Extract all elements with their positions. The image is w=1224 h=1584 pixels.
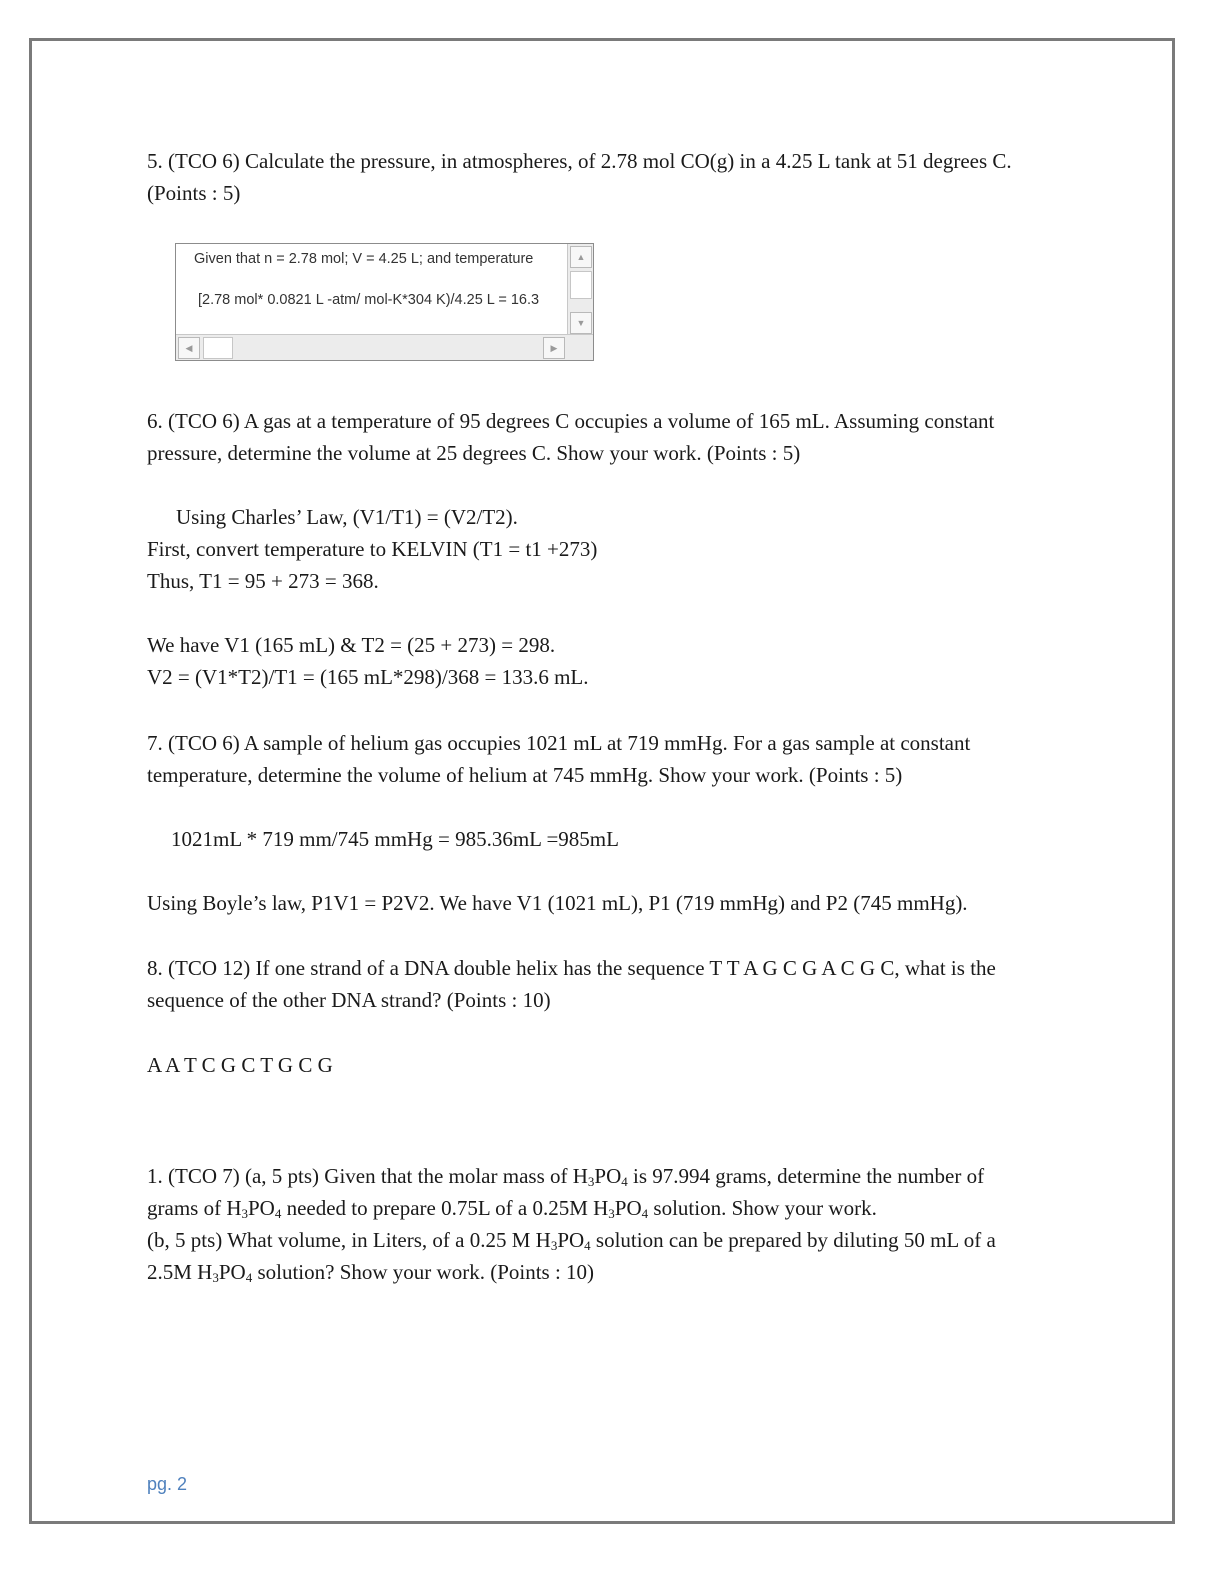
answer-textbox-line-1: Given that n = 2.78 mol; V = 4.25 L; and temperature <box>194 251 534 267</box>
question-6-line-2: pressure, determine the volume at 25 degrees C. Show your work. (Points : 5) <box>147 441 801 465</box>
question-7 <box>147 727 970 791</box>
answer-textbox[interactable] <box>175 243 594 361</box>
scroll-left-icon[interactable]: ◀ <box>178 337 200 359</box>
question-1 <box>147 1160 996 1288</box>
scroll-right-icon[interactable]: ▶ <box>543 337 565 359</box>
answer-textbox-line-2: [2.78 mol* 0.0821 L -atm/ mol-K*304 K)/4.25 L = 16.3 <box>198 292 540 308</box>
answer-8: A A T C G C T G C G <box>147 1053 333 1077</box>
horizontal-scrollbar[interactable] <box>176 334 593 360</box>
answer-6-line-3: Thus, T1 = 95 + 273 = 368. <box>147 569 379 593</box>
scroll-up-icon[interactable]: ▲ <box>570 246 592 268</box>
vertical-scroll-thumb[interactable] <box>570 271 592 299</box>
question-5 <box>147 145 1012 209</box>
question-8 <box>147 952 996 1016</box>
page-number: pg. 2 <box>147 1474 188 1494</box>
scroll-down-icon[interactable]: ▼ <box>570 312 592 334</box>
question-6-line-1: 6. (TCO 6) A gas at a temperature of 95 degrees C occupies a volume of 165 mL. Assuming constant <box>147 409 995 433</box>
answer-6-continued <box>147 629 588 693</box>
question-8-line-2: sequence of the other DNA strand? (Points : 10) <box>147 988 551 1012</box>
question-6 <box>147 405 994 469</box>
horizontal-scroll-thumb[interactable] <box>203 337 233 359</box>
question-5-line-1: 5. (TCO 6) Calculate the pressure, in atmospheres, of 2.78 mol CO(g) in a 4.25 L tank at 51 degrees C. <box>147 149 1012 173</box>
question-7-line-2: temperature, determine the volume of helium at 745 mmHg. Show your work. (Points : 5) <box>147 763 903 787</box>
answer-6-line-5: V2 = (V1*T2)/T1 = (165 mL*298)/368 = 133.6 mL. <box>147 665 589 689</box>
answer-6-line-4: We have V1 (165 mL) & T2 = (25 + 273) = 298. <box>147 633 556 657</box>
answer-7-explanation: Using Boyle’s law, P1V1 = P2V2. We have V1 (1021 mL), P1 (719 mmHg) and P2 (745 mmHg). <box>147 891 968 915</box>
answer-6-line-1: Using Charles’ Law, (V1/T1) = (V2/T2). <box>176 505 518 529</box>
question-8-line-1: 8. (TCO 12) If one strand of a DNA double helix has the sequence T T A G C G A C G C, what is the <box>147 956 996 980</box>
vertical-scrollbar[interactable] <box>567 244 593 336</box>
question-7-line-1: 7. (TCO 6) A sample of helium gas occupies 1021 mL at 719 mmHg. For a gas sample at constant <box>147 731 971 755</box>
answer-textbox-content[interactable] <box>176 244 564 334</box>
question-5-line-2: (Points : 5) <box>147 181 241 205</box>
question-1-line-1: 1. (TCO 7) (a, 5 pts) Given that the molar mass of $H_3PO_4$ is 97.994 grams, determine the number of <box>147 1164 985 1189</box>
answer-6-line-2: First, convert temperature to KELVIN (T1 = t1 +273) <box>147 537 598 561</box>
question-1-line-4: 2.5M $H_3PO_4$ solution? Show your work. (Points : 10) <box>147 1260 595 1285</box>
answer-7: 1021mL * 719 mm/745 mmHg = 985.36mL =985mL <box>171 827 619 851</box>
answer-6 <box>147 501 597 597</box>
question-1-line-3: (b, 5 pts) What volume, in Liters, of a 0.25 M $H_3PO_4$ solution can be prepared by diluting 50 mL of a <box>147 1228 996 1253</box>
question-1-line-2: grams of $H_3PO_4$ needed to prepare 0.75L of a 0.25M $H_3PO_4$ solution. Show your work. <box>147 1196 877 1221</box>
